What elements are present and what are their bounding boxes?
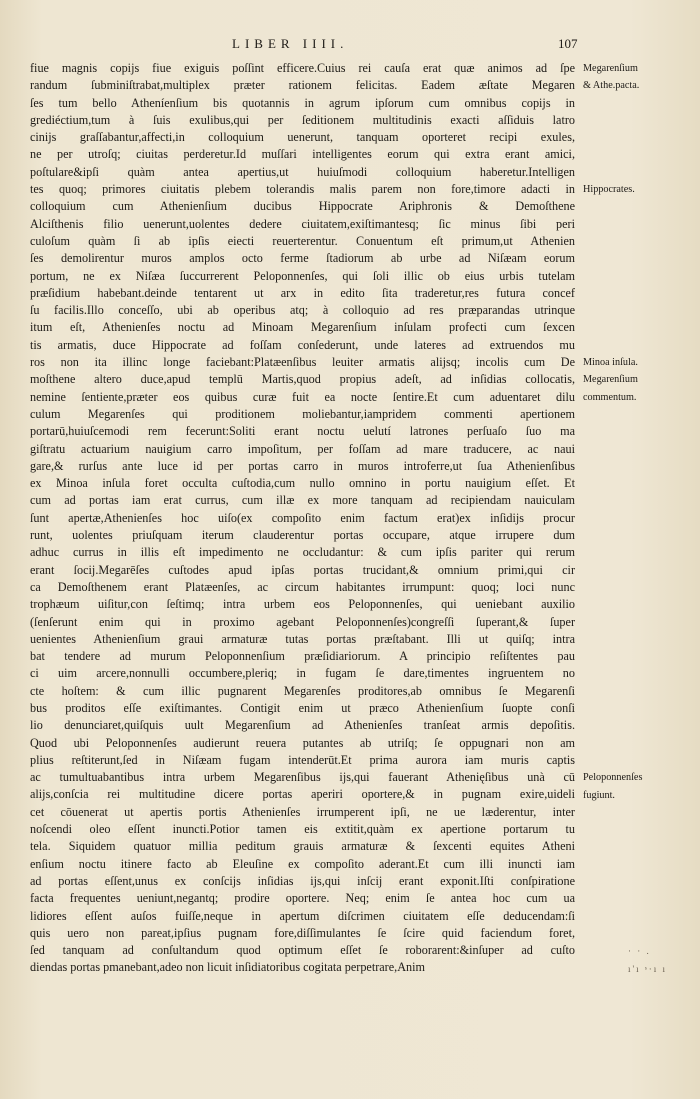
text-line: quis uero non pareat,ipſius pugnam fore,diſſimulantes ſe ſcire quid faciendum foret, <box>30 925 575 940</box>
text-line: lio denunciaret,quiſquis uult Megarenſium ad Athenienſes tranſeat armis depoſitis. <box>30 718 575 733</box>
text-line: tes quoq; primores ciuitatis plebem tolerandis malis parem non fore,timore adacti in <box>30 182 575 197</box>
text-line: lidiores eſſent auſos fuiſſe,neque in apertum diſcrimen ciuitatem eſſe deducendam:ſi <box>30 908 575 923</box>
text-line: runt, uolentes priuſquam iterum clauderentur portas occupare, atque irrupere dum <box>30 528 575 543</box>
text-line: cum ad portas iam erat currus, cum illæ ex more tanquam ad recipiendam nauiculam <box>30 493 575 508</box>
text-line: cte hoſtem: & cum illic pugnarent Megarenſes proditores,ab omnibus ſe Megarenſi <box>30 683 575 698</box>
page-number: 107 <box>558 36 578 51</box>
margin-note: fugiunt. <box>583 789 615 801</box>
text-line: culoſum quàm ſi ab ipſis eiecti reuerterentur. Conuentum eſt primum,ut Athenien <box>30 233 575 248</box>
text-line: alijs,conſcia rei multitudine dicere portas aperiri oportere,& in pugnam exire,uideli <box>30 787 575 802</box>
text-line: plius reſtiterunt,ſed in Niſæam fugam intenderūt.Et prima aurora iam muris captis <box>30 752 575 767</box>
text-line: trophæum uiſitur,con ſeſtimq; intra urbem eos Peloponnenſes, qui ueniebant auxilio <box>30 597 575 612</box>
margin-smudge: ı'ı ˢ·ı ı <box>628 963 668 974</box>
text-line: ci uim arcere,nonnulli occumbere,pleriq; in fugam ſe dare,timentes ingruentem no <box>30 666 575 681</box>
text-line: (ſenſerunt enim qui in proximo agebant Peloponnenſes)congreſſi ſuperant,& ſuper <box>30 614 575 629</box>
text-line: grediéctium,tum à ſuis exulibus,qui per ſeditionem multitudinis exacti aſſiduis latro <box>30 112 575 127</box>
text-line: ſed tanquam ad conſultandum quod optimum eſſet ſe roborarent:&inſuper ad cuſto <box>30 943 575 958</box>
text-line: ſunt apertæ,Athenienſes hoc uiſo(ex compoſito enim factum erat)ex inſidijs procur <box>30 510 575 525</box>
text-line: ne per utroſq; ciuitas perderetur.Id muſſari intelligentes eorum qui extra erant amici, <box>30 147 575 162</box>
text-line: uenientes Athenienſium graui armaturæ tutas portas præſtabant. Illi ut quiſq; intra <box>30 631 575 646</box>
text-line: fiue magnis copijs fiue exiguis poſſint efficere.Cuius rei cauſa erat quæ animos ad ſpe <box>30 61 575 75</box>
text-line: ac tumultuabantibus intra urbem Megarenſibus ijs,qui fauerant Athenięſibus unà cū <box>30 770 575 785</box>
text-line: Alciſthenis filio uenerunt,uolentes dedere ciuitatem,exiſtimantesq; ſic minus ſibi peri <box>30 216 575 231</box>
text-line: nemine ſentiente,præter eos quibus curæ fuit ea nocte ſentire.Et cum aduentaret dilu <box>30 389 575 404</box>
margin-note: Minoa inſula. <box>583 357 638 369</box>
text-line: adhuc currus in illis eſt impedimento ne occludantur: & cum ipſis pariter qui rerum <box>30 545 575 560</box>
text-line: ſu facilis.Illo conceſſo, ubi ab operibus atq; à colloquio ad res præparandas utrinque <box>30 303 575 318</box>
text-line: itum eſt, Athenienſes noctu ad Minoam Megarenſium inſulam profecti cum ſexcen <box>30 320 575 335</box>
running-title: LIBER IIII. <box>232 36 349 51</box>
text-line: bus proditos eſſe exiſtimantes. Contigit enim ut præco Athenienſium ſuopte conſi <box>30 700 575 715</box>
text-line: bat tendere ad murum Peloponnenſium præſidiariorum. A principio reſiſtentes pau <box>30 649 575 664</box>
page-header <box>0 36 700 56</box>
text-line: culum Megarenſes qui proditionem moliebantur,iampridem commenti apertionem <box>30 406 575 421</box>
text-line: cinijs graſſabantur,affecti,in colloquium uenerunt, tanquam oporteret recipi exules, <box>30 130 575 145</box>
text-line: facta frequentes ueniunt,negantq; prodire oportere. Neq; enim ſe antea hoc cum ua <box>30 891 575 906</box>
text-line: colloquium cum Athenienſium ducibus Hippocrate Ariphronis & Demoſthene <box>30 199 575 214</box>
text-line: randum ſubminiſtrabat,multiplex præter rationem felicitas. Eadem æſtate Megaren <box>30 78 575 93</box>
text-line: præſidium habebant.deinde tentarent ut arx in edito ſita traderetur,res futura concef <box>30 285 575 300</box>
margin-note: Megarenſium <box>583 374 638 386</box>
text-line: ros non ita illinc longe faciebant:Platæenſibus leuiter armatis alijsq; incolis cum De <box>30 355 575 370</box>
margin-smudge: · · . <box>628 946 651 957</box>
text-line: enſium noctu itinere facto ab Eleuſine ex compoſito aderant.Et cum illi inuncti iam <box>30 856 575 871</box>
text-line: portum, ne ex Niſæa ſuccurrerent Peloponnenſes, qui ſoli illic ob eius urbis tutelam <box>30 268 575 283</box>
text-line: ex Minoa inſula foret occulta cuſtodia,cum nullo omnino in portu nauigium eſſet. Et <box>30 476 575 491</box>
text-line: portarū,huiuſcemodi rem fecerunt:Soliti erant noctu uelutí latrones perſuaſo ſuo ma <box>30 424 575 439</box>
text-line: erant ſocij.Megarēſes cuſtodes apud ipſas portas trucidant,& omnium primi,qui cir <box>30 562 575 577</box>
text-line: ca Demoſthenem erant Platæenſes, ac circum habitantes irrumpunt: quoq; loci nunc <box>30 579 575 594</box>
text-line: cet cōuenerat ut apertis portis Athenienſes irrumperent ipſi, ne ue læderentur, inter <box>30 804 575 819</box>
body-text-column <box>30 60 575 977</box>
text-line: tela. Siquidem quatuor millia peditum grauis armaturæ & ſexcenti equites Atheni <box>30 839 575 854</box>
text-line: giſtratu actuarium nauigium carro impoſitum, per foſſam ad mare traducere, ac naui <box>30 441 575 456</box>
text-line: moſthene altero duce,apud templū Martis,quod propius adeſt, ad inſidias collocatis, <box>30 372 575 387</box>
text-line: poſtulare&ipſi quàm antea apertius,ut huiuſmodi colloquium haberetur.Intelligen <box>30 164 575 179</box>
text-line: diendas portas pmanebant,adeo non licuit inſidiatoribus cogitata perpetrare,Anim <box>30 960 425 975</box>
margin-note: commentum. <box>583 391 637 403</box>
text-line: noſcendi oleo eſſent inuncti.Potior tamen eis extitit,quàm ex apertione portarum tu <box>30 822 575 837</box>
text-line: Quod ubi Peloponnenſes audierunt reuera putantes ab utriſq; ſe oppugnari non am <box>30 735 575 750</box>
text-line: gare,& rurſus ante luce id per portas carro in muros introferre,ut ſua Athenienſibus <box>30 458 575 473</box>
margin-note: Megarenſium <box>583 63 638 74</box>
text-line: ſes tum bello Atheníenſium bis quotannis in agrum ipſorum cum omnibus copijs in <box>30 95 575 110</box>
margin-note: & Athe.pacta. <box>583 80 640 92</box>
text-line: ſes demolirentur muros amplos octo ferme ſtadiorum ab urbe ad Niſæam eorum <box>30 251 575 266</box>
margin-note: Hippocrates. <box>583 184 635 196</box>
text-line: tis armatis, duce Hippocrate ad foſſam conſederunt, unde lateres ad extruendos mu <box>30 337 575 352</box>
margin-note: Peloponnenſes <box>583 772 643 784</box>
text-line: ad portas eſſent,unus ex conſcijs inſidias ijs,qui inſcij erant exponit.Iſti conſpiratione <box>30 873 575 888</box>
